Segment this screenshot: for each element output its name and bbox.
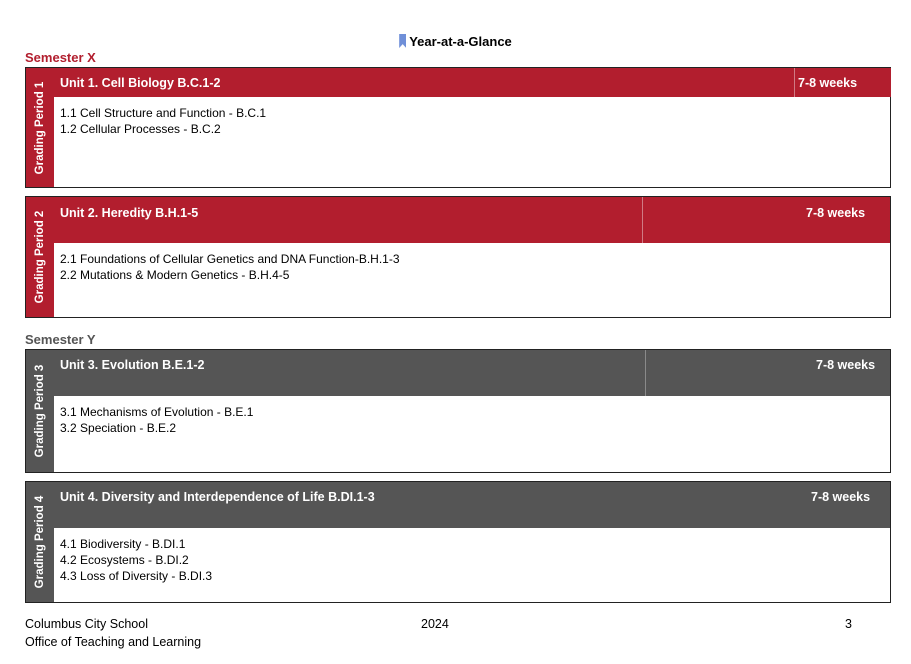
unit-1-title: Unit 1. Cell Biology B.C.1-2: [60, 76, 221, 90]
grading-period-4-sidebar: [26, 482, 54, 602]
unit-3-header: [54, 350, 890, 396]
grading-period-3-block: [25, 349, 891, 473]
bookmark-icon: [399, 34, 406, 48]
lesson-item: 2.2 Mutations & Modern Genetics - B.H.4-5: [60, 268, 290, 282]
page-title-text: Year-at-a-Glance: [409, 34, 512, 49]
unit-1-lessons: [60, 105, 266, 137]
grading-period-2-block: [25, 196, 891, 318]
unit-3-weeks: 7-8 weeks: [816, 358, 876, 372]
lesson-item: 4.2 Ecosystems - B.DI.2: [60, 553, 189, 567]
unit-3-lessons: [60, 404, 253, 436]
lesson-item: 4.3 Loss of Diversity - B.DI.3: [60, 569, 213, 583]
header-divider: [794, 68, 795, 97]
grading-period-3-label: Grading Period 3: [34, 364, 46, 458]
lesson-item: 4.1 Biodiversity - B.DI.1: [60, 537, 186, 551]
header-divider: [642, 197, 643, 243]
grading-period-2-label: Grading Period 2: [34, 210, 46, 304]
unit-1-header: [54, 68, 891, 97]
page-number: 3: [845, 617, 852, 631]
unit-2-weeks: 7-8 weeks: [806, 206, 866, 220]
unit-4-title: Unit 4. Diversity and Interdependence of Life B.DI.1-3: [60, 490, 375, 504]
lesson-item: 3.1 Mechanisms of Evolution - B.E.1: [60, 405, 254, 419]
footer-year: 2024: [421, 617, 449, 631]
grading-period-1-sidebar: [26, 68, 54, 187]
grading-period-1-block: [25, 67, 891, 188]
unit-1-weeks: 7-8 weeks: [798, 76, 858, 90]
semester-x-heading: Semester X: [25, 50, 96, 65]
grading-period-4-label: Grading Period 4: [34, 495, 46, 589]
grading-period-2-sidebar: [26, 197, 54, 317]
lesson-item: 2.1 Foundations of Cellular Genetics and DNA Function-B.H.1-3: [60, 252, 400, 266]
footer-school: Columbus City School: [25, 617, 148, 631]
grading-period-1-label: Grading Period 1: [34, 81, 46, 174]
unit-4-header: [54, 482, 890, 528]
footer-left: [25, 615, 201, 651]
page-title: [0, 34, 911, 49]
grading-period-4-block: [25, 481, 891, 603]
lesson-item: 1.2 Cellular Processes - B.C.2: [60, 122, 221, 136]
unit-2-header: [54, 197, 890, 243]
footer-office: Office of Teaching and Learning: [25, 635, 202, 649]
lesson-item: 1.1 Cell Structure and Function - B.C.1: [60, 106, 267, 120]
unit-4-weeks: 7-8 weeks: [811, 490, 871, 504]
header-divider: [645, 350, 646, 396]
lesson-item: 3.2 Speciation - B.E.2: [60, 421, 177, 435]
unit-4-lessons: [60, 536, 212, 584]
unit-2-lessons: [60, 251, 400, 283]
semester-y-heading: Semester Y: [25, 332, 96, 347]
grading-period-3-sidebar: [26, 350, 54, 472]
unit-3-title: Unit 3. Evolution B.E.1-2: [60, 358, 205, 372]
unit-2-title: Unit 2. Heredity B.H.1-5: [60, 206, 199, 220]
